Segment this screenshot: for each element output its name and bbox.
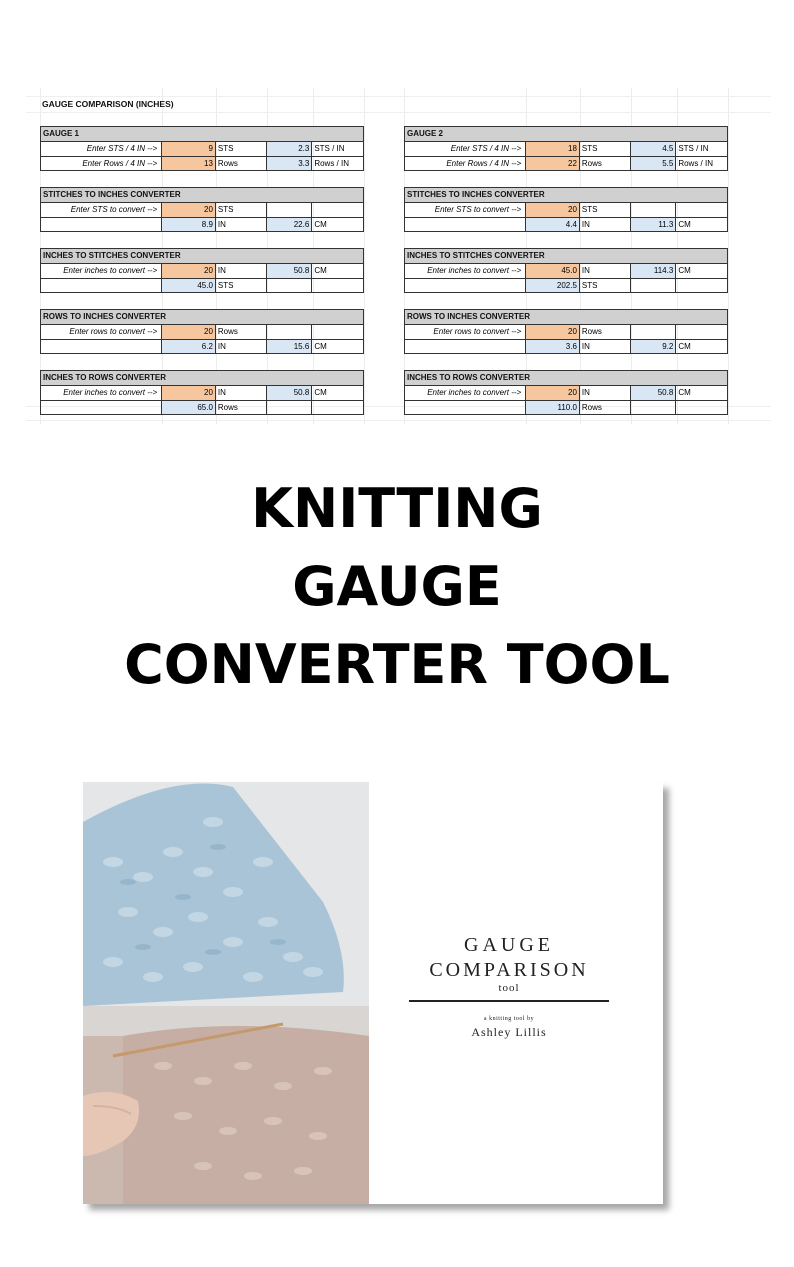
input-cell[interactable]: 20 <box>162 264 216 278</box>
input-cell[interactable]: 20 <box>162 386 216 400</box>
output-cell: 6.2 <box>162 340 216 354</box>
empty-cell <box>312 203 363 217</box>
empty-cell <box>41 340 162 354</box>
stitches-to-inches-block <box>404 187 728 232</box>
empty-cell <box>41 279 162 293</box>
empty-cell <box>676 325 727 339</box>
output-cell: 11.3 <box>631 218 677 232</box>
output-cell: 22.6 <box>267 218 313 232</box>
unit-cell: Rows <box>580 325 631 339</box>
unit-cell: IN <box>216 264 267 278</box>
unit-cell: IN <box>216 218 267 232</box>
output-cell: 3.3 <box>267 157 313 171</box>
output-cell: 50.8 <box>267 264 313 278</box>
table-row <box>41 218 363 232</box>
gauge-2-panel <box>404 126 728 431</box>
gauge-block <box>404 126 728 171</box>
pink-knitting-on-needle-photo <box>83 1006 369 1204</box>
unit-cell: STS / IN <box>678 144 709 153</box>
stitches-to-inches-block <box>40 187 364 232</box>
table-row <box>405 142 727 157</box>
rows-to-inches-block <box>404 309 728 354</box>
cover-title: GAUGE <box>464 934 554 956</box>
unit-cell: STS / IN <box>314 144 345 153</box>
empty-cell <box>631 325 677 339</box>
unit-cell: CM <box>678 388 691 397</box>
sheet-gridline <box>364 88 365 424</box>
sheet-gridline <box>26 96 771 97</box>
divider <box>409 1000 609 1002</box>
output-cell: 114.3 <box>631 264 677 278</box>
output-cell: 50.8 <box>631 386 677 400</box>
inches-to-stitches-block <box>40 248 364 293</box>
unit-cell: Rows <box>580 157 631 171</box>
input-cell[interactable]: 45.0 <box>526 264 580 278</box>
unit-cell: Rows <box>216 401 267 415</box>
table-row <box>41 401 363 415</box>
sheet-gridline <box>26 112 771 113</box>
inches-to-rows-block <box>404 370 728 415</box>
sheet-title: GAUGE COMPARISON (INCHES) <box>42 99 174 109</box>
output-cell: 65.0 <box>162 401 216 415</box>
row-label: Enter Rows / 4 IN --> <box>405 157 526 171</box>
empty-cell <box>267 203 313 217</box>
unit-cell: CM <box>314 219 327 229</box>
output-cell: 2.3 <box>267 142 313 156</box>
table-row <box>405 401 727 415</box>
row-label: Enter STS / 4 IN --> <box>41 142 162 156</box>
rows-input-cell[interactable]: 13 <box>162 157 216 171</box>
table-row <box>41 157 363 171</box>
table-row <box>41 142 363 157</box>
output-cell: 4.5 <box>631 142 677 156</box>
row-label: Enter rows to convert --> <box>405 325 526 339</box>
empty-cell <box>676 279 727 293</box>
row-label: Enter inches to convert --> <box>405 264 526 278</box>
empty-cell <box>405 279 526 293</box>
headline <box>0 470 794 704</box>
unit-cell: STS <box>216 279 267 293</box>
table-row <box>41 279 363 293</box>
unit-cell: Rows / IN <box>678 158 713 168</box>
empty-cell <box>631 203 677 217</box>
row-label: Enter inches to convert --> <box>41 264 162 278</box>
cover-title-block <box>409 934 609 1040</box>
cover-author: Ashley Lillis <box>471 1025 547 1039</box>
table-row <box>405 157 727 171</box>
unit-cell: STS <box>216 203 267 217</box>
empty-cell <box>267 401 313 415</box>
table-row <box>405 325 727 340</box>
gauge-block <box>40 126 364 171</box>
input-cell[interactable]: 20 <box>526 203 580 217</box>
headline-line: CONVERTER TOOL <box>124 633 670 696</box>
table-row <box>41 340 363 354</box>
unit-cell: Rows <box>580 401 631 415</box>
output-cell: 8.9 <box>162 218 216 232</box>
unit-cell: STS <box>216 142 267 156</box>
cover-title: COMPARISON <box>429 959 589 981</box>
block-title: ROWS TO INCHES CONVERTER <box>405 310 727 325</box>
empty-cell <box>41 401 162 415</box>
output-cell: 9.2 <box>631 340 677 354</box>
output-cell: 202.5 <box>526 279 580 293</box>
sts-input-cell[interactable]: 9 <box>162 142 216 156</box>
unit-cell: IN <box>580 218 631 232</box>
unit-cell: CM <box>678 266 691 275</box>
empty-cell <box>312 401 363 415</box>
headline-line: KNITTING <box>251 477 543 540</box>
cover-subtitle: tool <box>498 982 520 994</box>
row-label: Enter STS / 4 IN --> <box>405 142 526 156</box>
empty-cell <box>405 218 526 232</box>
output-cell: 15.6 <box>267 340 313 354</box>
unit-cell: STS <box>580 279 631 293</box>
row-label: Enter inches to convert --> <box>41 386 162 400</box>
empty-cell <box>676 401 727 415</box>
unit-cell: IN <box>580 386 631 400</box>
empty-cell <box>631 279 677 293</box>
unit-cell: Rows <box>216 157 267 171</box>
table-row <box>405 203 727 218</box>
row-label: Enter rows to convert --> <box>41 325 162 339</box>
empty-cell <box>631 401 677 415</box>
empty-cell <box>267 325 313 339</box>
output-cell: 5.5 <box>631 157 677 171</box>
unit-cell: CM <box>678 219 691 229</box>
empty-cell <box>405 401 526 415</box>
unit-cell: IN <box>216 386 267 400</box>
unit-cell: CM <box>678 341 691 351</box>
output-cell: 4.4 <box>526 218 580 232</box>
table-row <box>41 203 363 218</box>
spreadsheet-screenshot <box>26 88 771 424</box>
cover-byline: a knitting tool by <box>483 1016 535 1022</box>
empty-cell <box>267 279 313 293</box>
inches-to-rows-block <box>40 370 364 415</box>
table-row <box>405 218 727 232</box>
unit-cell: STS <box>580 142 631 156</box>
rows-to-inches-block <box>40 309 364 354</box>
output-cell: 45.0 <box>162 279 216 293</box>
cover-mockup <box>83 782 663 1204</box>
output-cell: 50.8 <box>267 386 313 400</box>
output-cell: 110.0 <box>526 401 580 415</box>
input-cell[interactable]: 20 <box>162 325 216 339</box>
inches-to-stitches-block <box>404 248 728 293</box>
sts-input-cell[interactable]: 18 <box>526 142 580 156</box>
rows-input-cell[interactable]: 22 <box>526 157 580 171</box>
input-cell[interactable]: 20 <box>526 325 580 339</box>
row-label: Enter inches to convert --> <box>405 386 526 400</box>
block-title: INCHES TO STITCHES CONVERTER <box>405 249 727 264</box>
block-title: INCHES TO STITCHES CONVERTER <box>41 249 363 264</box>
input-cell[interactable]: 20 <box>162 203 216 217</box>
output-cell: 3.6 <box>526 340 580 354</box>
table-row <box>41 264 363 279</box>
unit-cell: IN <box>580 340 631 354</box>
block-title: STITCHES TO INCHES CONVERTER <box>41 188 363 203</box>
sheet-gridline <box>728 88 729 424</box>
headline-line: GAUGE <box>292 555 502 618</box>
unit-cell: CM <box>314 266 327 275</box>
unit-cell: Rows / IN <box>314 158 349 168</box>
block-title: STITCHES TO INCHES CONVERTER <box>405 188 727 203</box>
table-row <box>405 279 727 293</box>
empty-cell <box>405 340 526 354</box>
row-label: Enter STS to convert --> <box>41 203 162 217</box>
input-cell[interactable]: 20 <box>526 386 580 400</box>
block-title: INCHES TO ROWS CONVERTER <box>41 371 363 386</box>
block-title: GAUGE 1 <box>41 127 363 142</box>
table-row <box>405 386 727 401</box>
table-row <box>41 325 363 340</box>
unit-cell: Rows <box>216 325 267 339</box>
unit-cell: CM <box>314 341 327 351</box>
row-label: Enter Rows / 4 IN --> <box>41 157 162 171</box>
unit-cell: IN <box>216 340 267 354</box>
gauge-1-panel <box>40 126 364 431</box>
unit-cell: IN <box>580 264 631 278</box>
block-title: ROWS TO INCHES CONVERTER <box>41 310 363 325</box>
blue-knit-swatch-photo <box>83 782 369 1006</box>
row-label: Enter STS to convert --> <box>405 203 526 217</box>
table-row <box>41 386 363 401</box>
table-row <box>405 340 727 354</box>
block-title: GAUGE 2 <box>405 127 727 142</box>
unit-cell: CM <box>314 388 327 397</box>
empty-cell <box>676 203 727 217</box>
block-title: INCHES TO ROWS CONVERTER <box>405 371 727 386</box>
empty-cell <box>312 279 363 293</box>
empty-cell <box>41 218 162 232</box>
unit-cell: STS <box>580 203 631 217</box>
table-row <box>405 264 727 279</box>
empty-cell <box>312 325 363 339</box>
